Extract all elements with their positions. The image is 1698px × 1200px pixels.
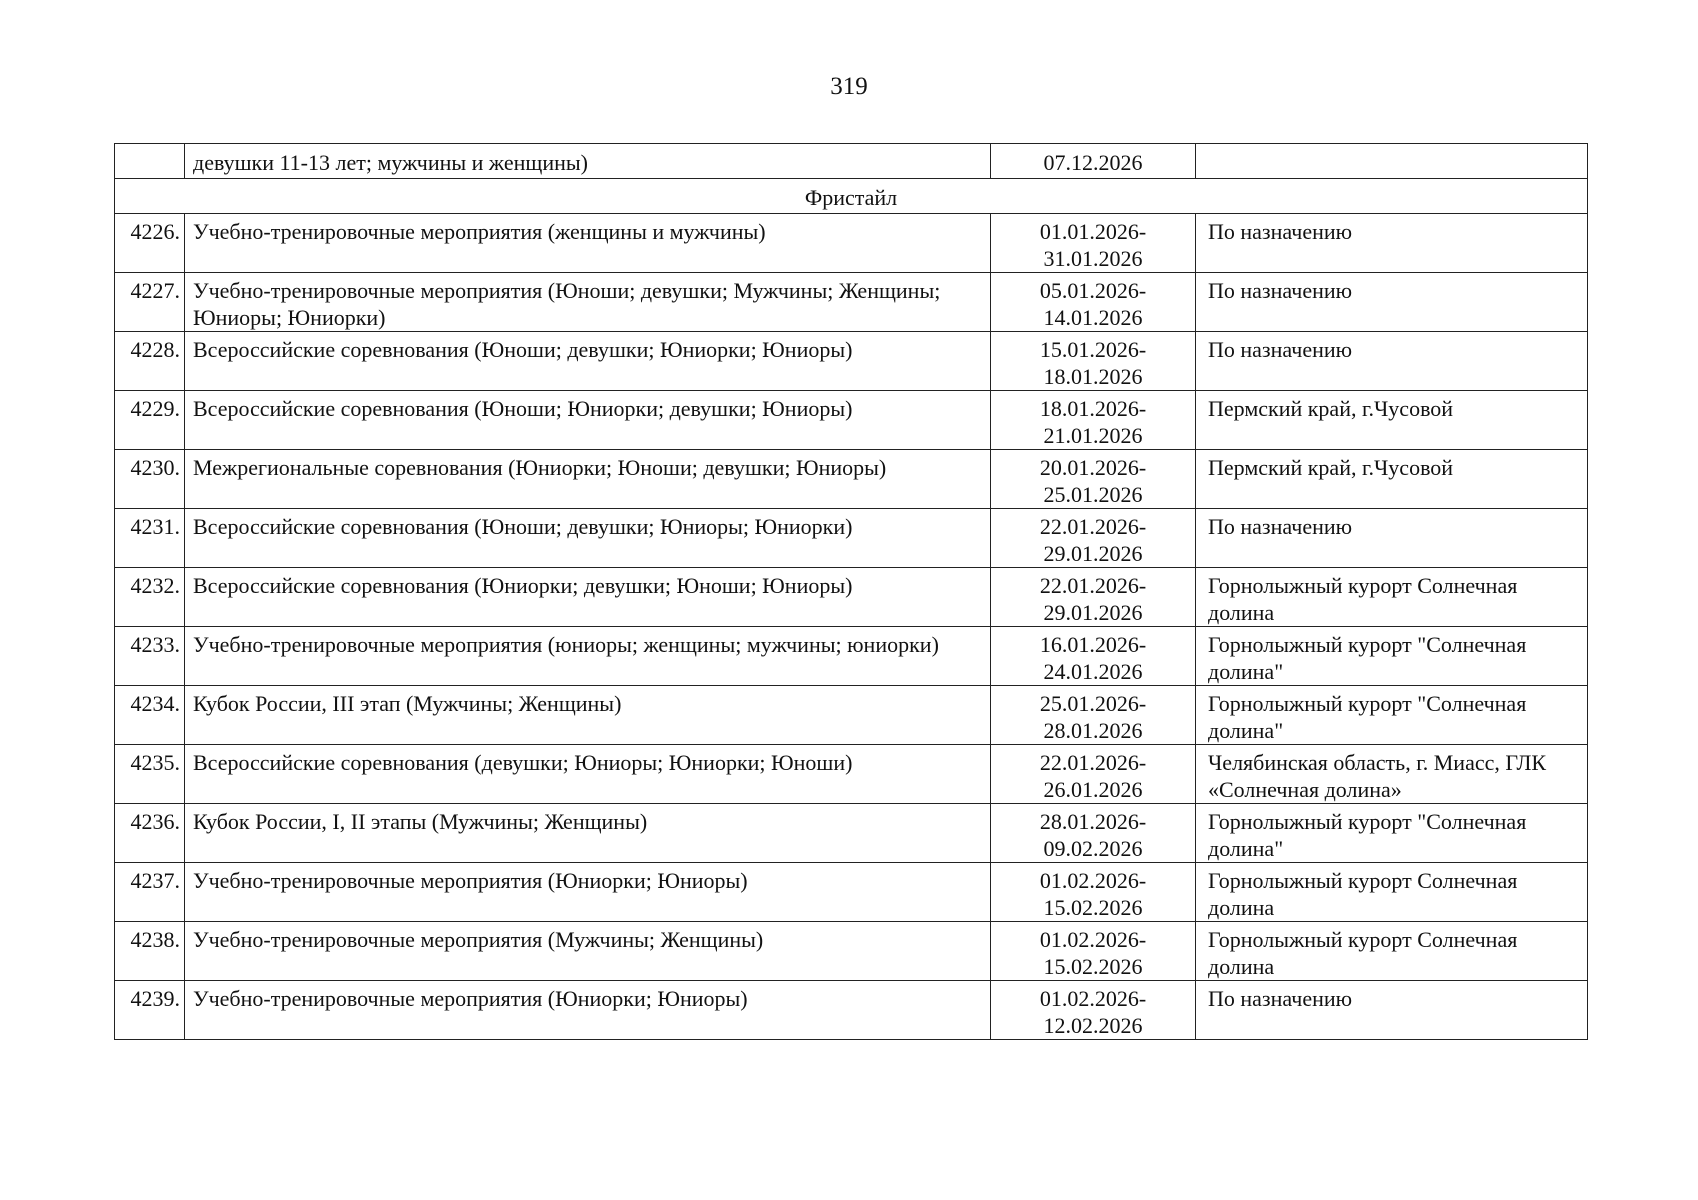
event-dates: 01.01.2026- 31.01.2026 bbox=[991, 214, 1196, 273]
event-name: Учебно-тренировочные мероприятия (юниоры; женщины; мужчины; юниорки) bbox=[185, 627, 991, 686]
table-row bbox=[115, 391, 1588, 450]
event-place: Горнолыжный курорт "Солнечная долина" bbox=[1196, 627, 1588, 686]
event-name: Учебно-тренировочные мероприятия (Юноши; девушки; Мужчины; Женщины; Юниоры; Юниорки) bbox=[185, 273, 991, 332]
row-number: 4238. bbox=[115, 922, 185, 981]
table-row bbox=[115, 981, 1588, 1040]
event-place: По назначению bbox=[1196, 981, 1588, 1040]
row-number: 4233. bbox=[115, 627, 185, 686]
table-row bbox=[115, 568, 1588, 627]
event-dates: 28.01.2026- 09.02.2026 bbox=[991, 804, 1196, 863]
row-number: 4237. bbox=[115, 863, 185, 922]
event-name: Учебно-тренировочные мероприятия (Юниорки; Юниоры) bbox=[185, 863, 991, 922]
event-dates: 16.01.2026- 24.01.2026 bbox=[991, 627, 1196, 686]
row-number: 4230. bbox=[115, 450, 185, 509]
page-number: 319 bbox=[830, 73, 868, 100]
event-place: Горнолыжный курорт "Солнечная долина" bbox=[1196, 804, 1588, 863]
schedule-table bbox=[114, 143, 1588, 1040]
row-number bbox=[115, 144, 185, 179]
event-dates: 01.02.2026- 15.02.2026 bbox=[991, 863, 1196, 922]
event-dates: 20.01.2026- 25.01.2026 bbox=[991, 450, 1196, 509]
table-row bbox=[115, 922, 1588, 981]
row-number: 4227. bbox=[115, 273, 185, 332]
table-row bbox=[115, 686, 1588, 745]
row-number: 4236. bbox=[115, 804, 185, 863]
row-number: 4226. bbox=[115, 214, 185, 273]
event-name: Всероссийские соревнования (девушки; Юниоры; Юниорки; Юноши) bbox=[185, 745, 991, 804]
table-row bbox=[115, 863, 1588, 922]
event-dates: 01.02.2026- 15.02.2026 bbox=[991, 922, 1196, 981]
event-place: Пермский край, г.Чусовой bbox=[1196, 450, 1588, 509]
event-dates: 22.01.2026- 29.01.2026 bbox=[991, 509, 1196, 568]
table-row bbox=[115, 450, 1588, 509]
event-dates: 18.01.2026- 21.01.2026 bbox=[991, 391, 1196, 450]
event-place: Горнолыжный курорт "Солнечная долина" bbox=[1196, 686, 1588, 745]
event-place: Пермский край, г.Чусовой bbox=[1196, 391, 1588, 450]
event-name: Учебно-тренировочные мероприятия (женщины и мужчины) bbox=[185, 214, 991, 273]
table-body bbox=[115, 144, 1588, 1040]
row-number: 4232. bbox=[115, 568, 185, 627]
event-name: девушки 11-13 лет; мужчины и женщины) bbox=[185, 144, 991, 179]
continuation-row bbox=[115, 144, 1588, 179]
event-place: По назначению bbox=[1196, 332, 1588, 391]
table-row bbox=[115, 509, 1588, 568]
row-number: 4234. bbox=[115, 686, 185, 745]
event-name: Кубок России, I, II этапы (Мужчины; Женщины) bbox=[185, 804, 991, 863]
event-name: Всероссийские соревнования (Юноши; Юниорки; девушки; Юниоры) bbox=[185, 391, 991, 450]
table-row bbox=[115, 273, 1588, 332]
table-row bbox=[115, 627, 1588, 686]
table-row bbox=[115, 745, 1588, 804]
event-place: Горнолыжный курорт Солнечная долина bbox=[1196, 863, 1588, 922]
event-place: Челябинская область, г. Миасс, ГЛК «Солнечная долина» bbox=[1196, 745, 1588, 804]
row-number: 4235. bbox=[115, 745, 185, 804]
event-name: Всероссийские соревнования (Юноши; девушки; Юниоры; Юниорки) bbox=[185, 509, 991, 568]
event-place: По назначению bbox=[1196, 214, 1588, 273]
event-name: Учебно-тренировочные мероприятия (Юниорки; Юниоры) bbox=[185, 981, 991, 1040]
event-dates: 01.02.2026- 12.02.2026 bbox=[991, 981, 1196, 1040]
event-dates: 22.01.2026- 26.01.2026 bbox=[991, 745, 1196, 804]
event-place: По назначению bbox=[1196, 273, 1588, 332]
row-number: 4228. bbox=[115, 332, 185, 391]
row-number: 4231. bbox=[115, 509, 185, 568]
event-place: По назначению bbox=[1196, 509, 1588, 568]
section-header-row bbox=[115, 179, 1588, 214]
event-dates: 15.01.2026- 18.01.2026 bbox=[991, 332, 1196, 391]
event-name: Всероссийские соревнования (Юноши; девушки; Юниорки; Юниоры) bbox=[185, 332, 991, 391]
event-place: Горнолыжный курорт Солнечная долина bbox=[1196, 568, 1588, 627]
event-dates: 07.12.2026 bbox=[991, 144, 1196, 179]
table-row bbox=[115, 214, 1588, 273]
event-place: Горнолыжный курорт Солнечная долина bbox=[1196, 922, 1588, 981]
event-name: Кубок России, III этап (Мужчины; Женщины) bbox=[185, 686, 991, 745]
event-dates: 22.01.2026- 29.01.2026 bbox=[991, 568, 1196, 627]
event-place bbox=[1196, 144, 1588, 179]
section-title: Фристайл bbox=[115, 179, 1588, 214]
table-row bbox=[115, 332, 1588, 391]
event-name: Учебно-тренировочные мероприятия (Мужчины; Женщины) bbox=[185, 922, 991, 981]
row-number: 4229. bbox=[115, 391, 185, 450]
row-number: 4239. bbox=[115, 981, 185, 1040]
event-name: Всероссийские соревнования (Юниорки; девушки; Юноши; Юниоры) bbox=[185, 568, 991, 627]
event-dates: 05.01.2026- 14.01.2026 bbox=[991, 273, 1196, 332]
event-name: Межрегиональные соревнования (Юниорки; Юноши; девушки; Юниоры) bbox=[185, 450, 991, 509]
event-dates: 25.01.2026- 28.01.2026 bbox=[991, 686, 1196, 745]
table-row bbox=[115, 804, 1588, 863]
